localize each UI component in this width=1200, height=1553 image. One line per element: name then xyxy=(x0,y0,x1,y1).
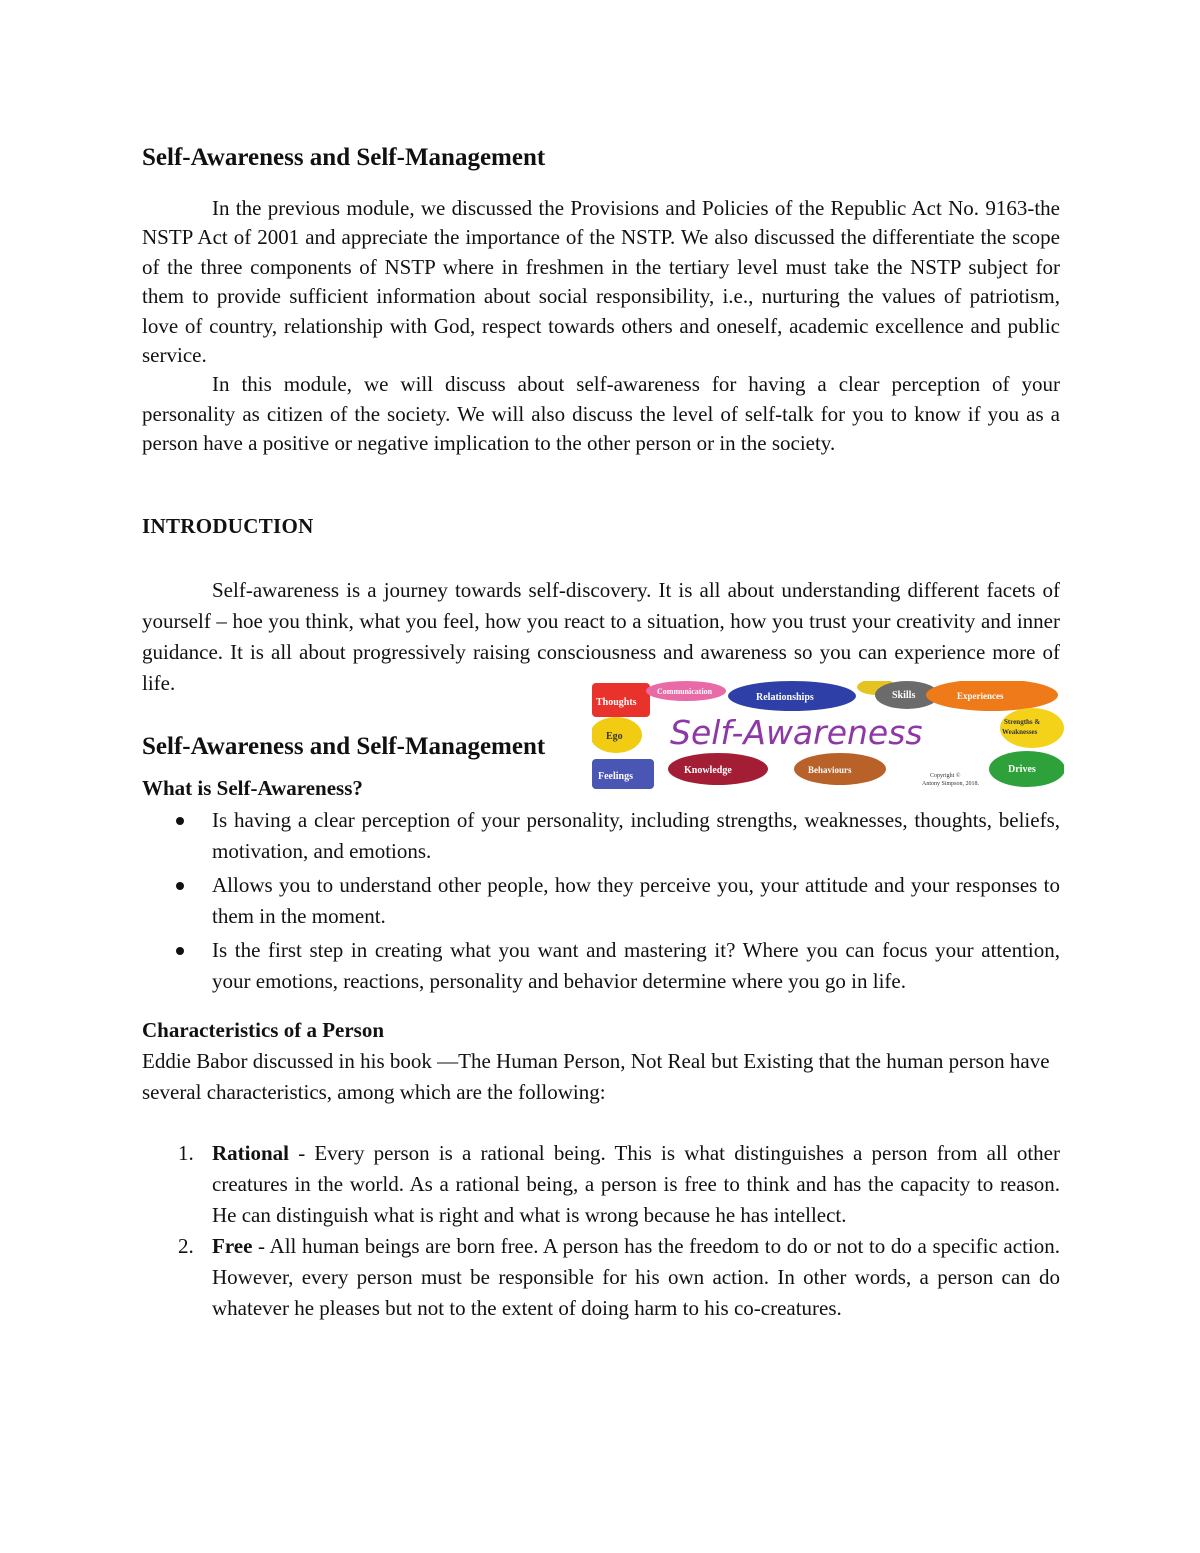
list-item-text: Is the first step in creating what you want and mastering it? Where you can focus your attention, your emotions, reactions, personality and behavior determine where you go in life. xyxy=(212,937,1060,993)
experiences-label: Experiences xyxy=(957,691,1004,701)
relationships-label: Relationships xyxy=(756,692,814,703)
banner-title: Self-Awareness xyxy=(670,713,923,752)
copyright-line-1: Copyright © xyxy=(930,773,961,779)
section-title: Self-Awareness and Self-Management xyxy=(142,732,546,760)
list-item xyxy=(142,805,1060,867)
communication-label: Communication xyxy=(657,687,713,696)
characteristics-heading: Characteristics of a Person xyxy=(142,1017,385,1042)
list-item xyxy=(142,1138,1060,1231)
list-item-text: Allows you to understand other people, how they perceive you, your attitude and your responses to them in the moment. xyxy=(212,872,1060,928)
knowledge-label: Knowledge xyxy=(684,765,732,776)
item-description: - All human beings are born free. A person has the freedom to do or not to do a specific action. However, every person must be responsible for his own action. In other words, a person can do whatever he pleases but not to the extent of doing harm to his co-creatures. xyxy=(212,1233,1060,1320)
list-item-text: Is having a clear perception of your personality, including strengths, weaknesses, thoughts, beliefs, motivation, and emotions. xyxy=(212,807,1060,863)
characteristics-list xyxy=(142,1138,1060,1324)
skills-label: Skills xyxy=(892,690,916,701)
bullet-icon xyxy=(176,947,184,955)
self-awareness-list xyxy=(142,805,1060,997)
item-term: Free xyxy=(212,1233,253,1258)
thoughts-label: Thoughts xyxy=(596,697,637,708)
characteristics-intro: Eddie Babor discussed in his book ―The Human Person, Not Real but Existing that the human person have several characteristics, among which are the following: xyxy=(142,1048,1050,1104)
ego-label: Ego xyxy=(606,731,623,742)
strengths-label: Strengths & xyxy=(1004,718,1041,726)
item-term: Rational xyxy=(212,1140,290,1165)
item-description: - Every person is a rational being. This is what distinguishes a person from all other creatures in the world. As a rational being, a person is free to think and has the capacity to reason. He can distinguish what is right and what is wrong because he has intellect. xyxy=(212,1140,1060,1227)
introduction-text: Self-awareness is a journey towards self-discovery. It is all about understanding different facets of yourself – hoe you think, what you feel, how you react to a situation, how you trust your creativity and inner guidance. It is all about progressively raising consciousness and awareness so you can experience more of life. xyxy=(142,577,1060,695)
introduction-heading: INTRODUCTION xyxy=(142,513,314,538)
list-item xyxy=(142,935,1060,997)
bullet-icon xyxy=(176,882,184,890)
intro-paragraph-2: In this module, we will discuss about self-awareness for having a clear perception of your personality as citizen of the society. We will also discuss the level of self-talk for you to know if you as a person have a positive or negative implication to the other person or in the society. xyxy=(142,372,1060,456)
behaviours-label: Behaviours xyxy=(808,765,852,775)
page-title: Self-Awareness and Self-Management xyxy=(142,144,546,171)
list-item xyxy=(142,1231,1060,1324)
intro-paragraph-1: In the previous module, we discussed the Provisions and Policies of the Republic Act No. 9163-the NSTP Act of 2001 and appreciate the importance of the NSTP. We also discussed the differentiate the scope of the three components of NSTP where in freshmen in the tertiary level must take the NSTP subject for them to provide sufficient information about social responsibility, i.e., nurturing the values of patriotism, love of country, relationship with God, respect towards others and oneself, academic excellence and public service. xyxy=(142,196,1060,368)
weaknesses-label: Weaknesses xyxy=(1002,728,1038,736)
feelings-label: Feelings xyxy=(598,771,633,782)
item-number: 1. xyxy=(178,1140,194,1165)
drives-label: Drives xyxy=(1008,764,1036,775)
bullet-icon xyxy=(176,817,184,825)
item-number: 2. xyxy=(178,1233,194,1258)
section-question: What is Self-Awareness? xyxy=(142,775,363,800)
self-awareness-banner-image xyxy=(592,681,1064,789)
list-item xyxy=(142,870,1060,932)
copyright-line-2: Antony Simpson, 2018. xyxy=(922,781,980,787)
